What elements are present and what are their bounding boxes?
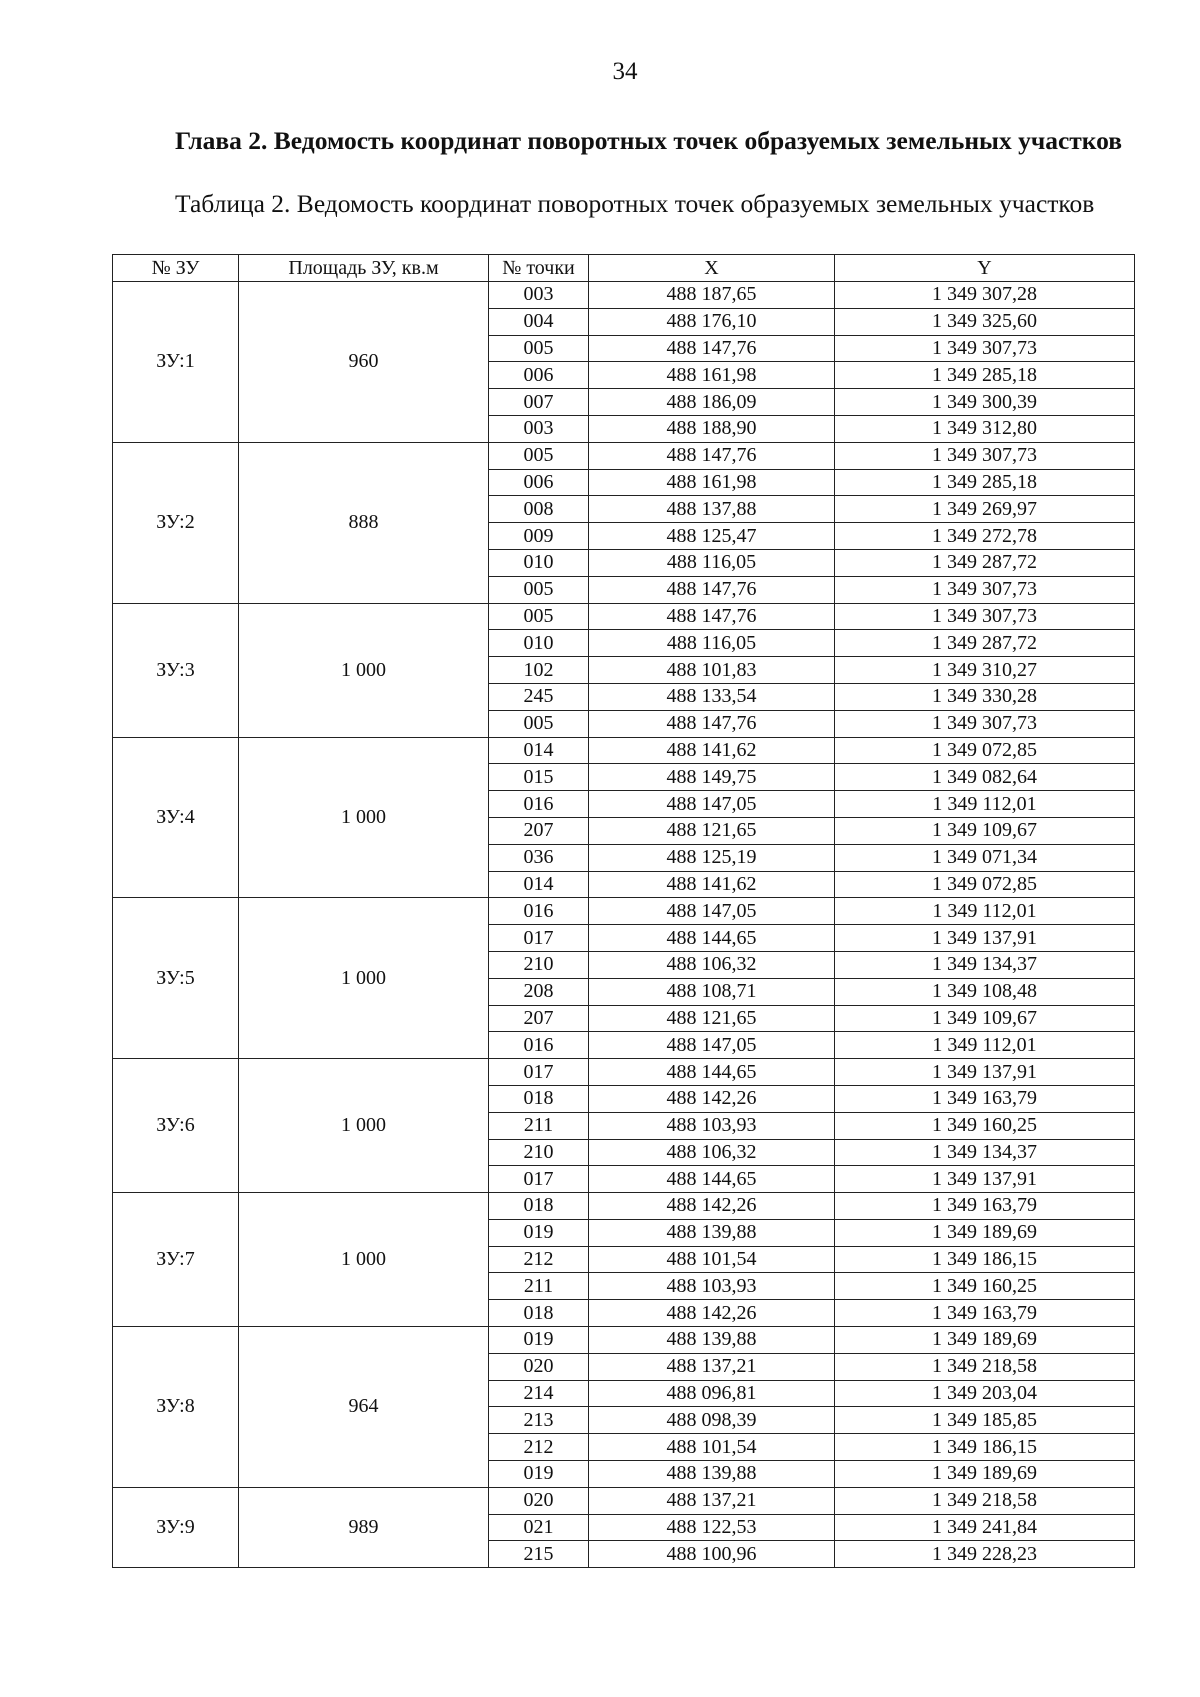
x-coordinate-cell: 488 101,83 bbox=[589, 657, 835, 684]
y-coordinate-cell: 1 349 071,34 bbox=[835, 844, 1135, 871]
y-coordinate-cell: 1 349 287,72 bbox=[835, 549, 1135, 576]
header-x: X bbox=[589, 255, 835, 282]
x-coordinate-cell: 488 101,54 bbox=[589, 1434, 835, 1461]
point-number-cell: 212 bbox=[489, 1434, 589, 1461]
table-header-row bbox=[113, 255, 1135, 282]
y-coordinate-cell: 1 349 186,15 bbox=[835, 1246, 1135, 1273]
point-number-cell: 005 bbox=[489, 710, 589, 737]
point-number-cell: 005 bbox=[489, 576, 589, 603]
point-number-cell: 015 bbox=[489, 764, 589, 791]
x-coordinate-cell: 488 144,65 bbox=[589, 1059, 835, 1086]
point-number-cell: 017 bbox=[489, 1059, 589, 1086]
point-number-cell: 215 bbox=[489, 1541, 589, 1568]
y-coordinate-cell: 1 349 112,01 bbox=[835, 791, 1135, 818]
area-cell: 1 000 bbox=[239, 737, 489, 898]
x-coordinate-cell: 488 147,05 bbox=[589, 791, 835, 818]
point-number-cell: 036 bbox=[489, 844, 589, 871]
point-number-cell: 010 bbox=[489, 630, 589, 657]
y-coordinate-cell: 1 349 218,58 bbox=[835, 1487, 1135, 1514]
zu-number-cell: ЗУ:8 bbox=[113, 1327, 239, 1488]
y-coordinate-cell: 1 349 108,48 bbox=[835, 978, 1135, 1005]
x-coordinate-cell: 488 101,54 bbox=[589, 1246, 835, 1273]
x-coordinate-cell: 488 100,96 bbox=[589, 1541, 835, 1568]
x-coordinate-cell: 488 121,65 bbox=[589, 817, 835, 844]
x-coordinate-cell: 488 096,81 bbox=[589, 1380, 835, 1407]
coordinates-table bbox=[112, 254, 1135, 1568]
x-coordinate-cell: 488 147,05 bbox=[589, 1032, 835, 1059]
point-number-cell: 208 bbox=[489, 978, 589, 1005]
x-coordinate-cell: 488 144,65 bbox=[589, 925, 835, 952]
point-number-cell: 207 bbox=[489, 1005, 589, 1032]
x-coordinate-cell: 488 188,90 bbox=[589, 415, 835, 442]
table-body bbox=[113, 282, 1135, 1568]
y-coordinate-cell: 1 349 307,73 bbox=[835, 335, 1135, 362]
x-coordinate-cell: 488 187,65 bbox=[589, 282, 835, 309]
table-row bbox=[113, 1327, 1135, 1354]
point-number-cell: 010 bbox=[489, 549, 589, 576]
y-coordinate-cell: 1 349 109,67 bbox=[835, 817, 1135, 844]
point-number-cell: 004 bbox=[489, 308, 589, 335]
y-coordinate-cell: 1 349 082,64 bbox=[835, 764, 1135, 791]
x-coordinate-cell: 488 147,76 bbox=[589, 576, 835, 603]
y-coordinate-cell: 1 349 325,60 bbox=[835, 308, 1135, 335]
area-cell: 1 000 bbox=[239, 1193, 489, 1327]
zu-number-cell: ЗУ:6 bbox=[113, 1059, 239, 1193]
y-coordinate-cell: 1 349 160,25 bbox=[835, 1112, 1135, 1139]
x-coordinate-cell: 488 147,76 bbox=[589, 335, 835, 362]
y-coordinate-cell: 1 349 189,69 bbox=[835, 1327, 1135, 1354]
area-cell: 888 bbox=[239, 442, 489, 603]
x-coordinate-cell: 488 103,93 bbox=[589, 1112, 835, 1139]
point-number-cell: 003 bbox=[489, 415, 589, 442]
x-coordinate-cell: 488 161,98 bbox=[589, 362, 835, 389]
point-number-cell: 019 bbox=[489, 1327, 589, 1354]
point-number-cell: 007 bbox=[489, 389, 589, 416]
point-number-cell: 016 bbox=[489, 791, 589, 818]
point-number-cell: 005 bbox=[489, 335, 589, 362]
x-coordinate-cell: 488 147,76 bbox=[589, 710, 835, 737]
point-number-cell: 213 bbox=[489, 1407, 589, 1434]
area-cell: 1 000 bbox=[239, 603, 489, 737]
y-coordinate-cell: 1 349 287,72 bbox=[835, 630, 1135, 657]
y-coordinate-cell: 1 349 310,27 bbox=[835, 657, 1135, 684]
zu-number-cell: ЗУ:2 bbox=[113, 442, 239, 603]
y-coordinate-cell: 1 349 307,73 bbox=[835, 710, 1135, 737]
x-coordinate-cell: 488 108,71 bbox=[589, 978, 835, 1005]
x-coordinate-cell: 488 149,75 bbox=[589, 764, 835, 791]
y-coordinate-cell: 1 349 241,84 bbox=[835, 1514, 1135, 1541]
y-coordinate-cell: 1 349 134,37 bbox=[835, 951, 1135, 978]
point-number-cell: 211 bbox=[489, 1112, 589, 1139]
x-coordinate-cell: 488 116,05 bbox=[589, 630, 835, 657]
point-number-cell: 207 bbox=[489, 817, 589, 844]
area-cell: 1 000 bbox=[239, 1059, 489, 1193]
x-coordinate-cell: 488 141,62 bbox=[589, 737, 835, 764]
y-coordinate-cell: 1 349 307,73 bbox=[835, 576, 1135, 603]
y-coordinate-cell: 1 349 112,01 bbox=[835, 1032, 1135, 1059]
point-number-cell: 008 bbox=[489, 496, 589, 523]
point-number-cell: 018 bbox=[489, 1085, 589, 1112]
point-number-cell: 003 bbox=[489, 282, 589, 309]
y-coordinate-cell: 1 349 312,80 bbox=[835, 415, 1135, 442]
y-coordinate-cell: 1 349 307,28 bbox=[835, 282, 1135, 309]
table-row bbox=[113, 1193, 1135, 1220]
point-number-cell: 212 bbox=[489, 1246, 589, 1273]
area-cell: 1 000 bbox=[239, 898, 489, 1059]
y-coordinate-cell: 1 349 269,97 bbox=[835, 496, 1135, 523]
x-coordinate-cell: 488 098,39 bbox=[589, 1407, 835, 1434]
x-coordinate-cell: 488 137,88 bbox=[589, 496, 835, 523]
point-number-cell: 006 bbox=[489, 469, 589, 496]
y-coordinate-cell: 1 349 160,25 bbox=[835, 1273, 1135, 1300]
x-coordinate-cell: 488 121,65 bbox=[589, 1005, 835, 1032]
x-coordinate-cell: 488 137,21 bbox=[589, 1487, 835, 1514]
x-coordinate-cell: 488 141,62 bbox=[589, 871, 835, 898]
y-coordinate-cell: 1 349 137,91 bbox=[835, 925, 1135, 952]
x-coordinate-cell: 488 139,88 bbox=[589, 1219, 835, 1246]
y-coordinate-cell: 1 349 163,79 bbox=[835, 1300, 1135, 1327]
point-number-cell: 016 bbox=[489, 1032, 589, 1059]
point-number-cell: 019 bbox=[489, 1219, 589, 1246]
point-number-cell: 102 bbox=[489, 657, 589, 684]
header-point-number: № точки bbox=[489, 255, 589, 282]
y-coordinate-cell: 1 349 218,58 bbox=[835, 1353, 1135, 1380]
x-coordinate-cell: 488 147,76 bbox=[589, 603, 835, 630]
area-cell: 960 bbox=[239, 282, 489, 443]
y-coordinate-cell: 1 349 307,73 bbox=[835, 603, 1135, 630]
x-coordinate-cell: 488 142,26 bbox=[589, 1085, 835, 1112]
y-coordinate-cell: 1 349 300,39 bbox=[835, 389, 1135, 416]
y-coordinate-cell: 1 349 163,79 bbox=[835, 1085, 1135, 1112]
point-number-cell: 009 bbox=[489, 523, 589, 550]
point-number-cell: 214 bbox=[489, 1380, 589, 1407]
point-number-cell: 016 bbox=[489, 898, 589, 925]
zu-number-cell: ЗУ:5 bbox=[113, 898, 239, 1059]
point-number-cell: 019 bbox=[489, 1461, 589, 1488]
point-number-cell: 018 bbox=[489, 1193, 589, 1220]
y-coordinate-cell: 1 349 137,91 bbox=[835, 1059, 1135, 1086]
zu-number-cell: ЗУ:7 bbox=[113, 1193, 239, 1327]
point-number-cell: 210 bbox=[489, 1139, 589, 1166]
point-number-cell: 005 bbox=[489, 603, 589, 630]
table-row bbox=[113, 603, 1135, 630]
x-coordinate-cell: 488 176,10 bbox=[589, 308, 835, 335]
table-row bbox=[113, 282, 1135, 309]
zu-number-cell: ЗУ:4 bbox=[113, 737, 239, 898]
area-cell: 964 bbox=[239, 1327, 489, 1488]
table-row bbox=[113, 1059, 1135, 1086]
x-coordinate-cell: 488 125,19 bbox=[589, 844, 835, 871]
y-coordinate-cell: 1 349 189,69 bbox=[835, 1461, 1135, 1488]
x-coordinate-cell: 488 106,32 bbox=[589, 951, 835, 978]
y-coordinate-cell: 1 349 112,01 bbox=[835, 898, 1135, 925]
x-coordinate-cell: 488 137,21 bbox=[589, 1353, 835, 1380]
point-number-cell: 005 bbox=[489, 442, 589, 469]
x-coordinate-cell: 488 161,98 bbox=[589, 469, 835, 496]
x-coordinate-cell: 488 116,05 bbox=[589, 549, 835, 576]
x-coordinate-cell: 488 142,26 bbox=[589, 1300, 835, 1327]
point-number-cell: 014 bbox=[489, 737, 589, 764]
page-number: 34 bbox=[612, 58, 638, 85]
y-coordinate-cell: 1 349 072,85 bbox=[835, 871, 1135, 898]
y-coordinate-cell: 1 349 137,91 bbox=[835, 1166, 1135, 1193]
y-coordinate-cell: 1 349 228,23 bbox=[835, 1541, 1135, 1568]
table-row bbox=[113, 1487, 1135, 1514]
y-coordinate-cell: 1 349 186,15 bbox=[835, 1434, 1135, 1461]
x-coordinate-cell: 488 133,54 bbox=[589, 683, 835, 710]
y-coordinate-cell: 1 349 185,85 bbox=[835, 1407, 1135, 1434]
y-coordinate-cell: 1 349 072,85 bbox=[835, 737, 1135, 764]
chapter-title: Глава 2. Ведомость координат поворотных точек образуемых земельных участков bbox=[175, 126, 1123, 155]
point-number-cell: 020 bbox=[489, 1487, 589, 1514]
point-number-cell: 020 bbox=[489, 1353, 589, 1380]
x-coordinate-cell: 488 122,53 bbox=[589, 1514, 835, 1541]
x-coordinate-cell: 488 186,09 bbox=[589, 389, 835, 416]
x-coordinate-cell: 488 147,05 bbox=[589, 898, 835, 925]
point-number-cell: 211 bbox=[489, 1273, 589, 1300]
table-row bbox=[113, 737, 1135, 764]
table-caption: Таблица 2. Ведомость координат поворотных точек образуемых земельных участков bbox=[175, 189, 1095, 218]
y-coordinate-cell: 1 349 163,79 bbox=[835, 1193, 1135, 1220]
point-number-cell: 017 bbox=[489, 925, 589, 952]
point-number-cell: 210 bbox=[489, 951, 589, 978]
header-y: Y bbox=[835, 255, 1135, 282]
x-coordinate-cell: 488 142,26 bbox=[589, 1193, 835, 1220]
y-coordinate-cell: 1 349 189,69 bbox=[835, 1219, 1135, 1246]
point-number-cell: 021 bbox=[489, 1514, 589, 1541]
x-coordinate-cell: 488 139,88 bbox=[589, 1327, 835, 1354]
point-number-cell: 006 bbox=[489, 362, 589, 389]
y-coordinate-cell: 1 349 203,04 bbox=[835, 1380, 1135, 1407]
zu-number-cell: ЗУ:9 bbox=[113, 1487, 239, 1567]
point-number-cell: 018 bbox=[489, 1300, 589, 1327]
header-zu-number: № ЗУ bbox=[113, 255, 239, 282]
y-coordinate-cell: 1 349 330,28 bbox=[835, 683, 1135, 710]
y-coordinate-cell: 1 349 307,73 bbox=[835, 442, 1135, 469]
y-coordinate-cell: 1 349 134,37 bbox=[835, 1139, 1135, 1166]
table-row bbox=[113, 898, 1135, 925]
area-cell: 989 bbox=[239, 1487, 489, 1567]
x-coordinate-cell: 488 144,65 bbox=[589, 1166, 835, 1193]
point-number-cell: 014 bbox=[489, 871, 589, 898]
x-coordinate-cell: 488 139,88 bbox=[589, 1461, 835, 1488]
x-coordinate-cell: 488 147,76 bbox=[589, 442, 835, 469]
x-coordinate-cell: 488 106,32 bbox=[589, 1139, 835, 1166]
y-coordinate-cell: 1 349 109,67 bbox=[835, 1005, 1135, 1032]
y-coordinate-cell: 1 349 272,78 bbox=[835, 523, 1135, 550]
header-area: Площадь ЗУ, кв.м bbox=[239, 255, 489, 282]
zu-number-cell: ЗУ:1 bbox=[113, 282, 239, 443]
zu-number-cell: ЗУ:3 bbox=[113, 603, 239, 737]
y-coordinate-cell: 1 349 285,18 bbox=[835, 469, 1135, 496]
y-coordinate-cell: 1 349 285,18 bbox=[835, 362, 1135, 389]
point-number-cell: 017 bbox=[489, 1166, 589, 1193]
table-row bbox=[113, 442, 1135, 469]
x-coordinate-cell: 488 125,47 bbox=[589, 523, 835, 550]
point-number-cell: 245 bbox=[489, 683, 589, 710]
x-coordinate-cell: 488 103,93 bbox=[589, 1273, 835, 1300]
